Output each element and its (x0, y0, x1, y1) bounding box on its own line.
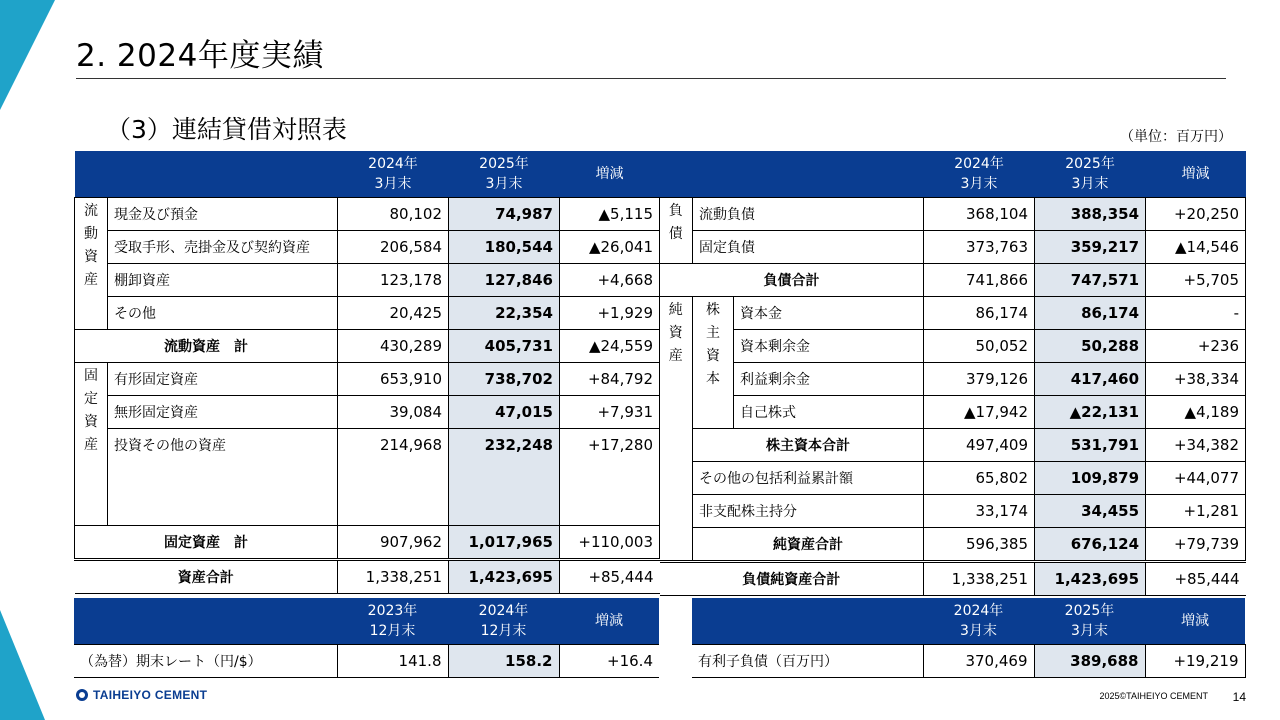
spacer-cell (449, 493, 560, 526)
current-assets-total-label: 流動資産 計 (75, 330, 338, 363)
fx-header-blank (74, 598, 337, 645)
curr-value: 22,354 (449, 297, 560, 330)
debt-table (692, 598, 1246, 678)
diff-value: +44,077 (1146, 462, 1246, 495)
curr-value: 74,987 (449, 198, 560, 231)
prev-value: 653,910 (338, 363, 449, 396)
prev-value: 1,338,251 (924, 562, 1035, 596)
fx-rate-table (74, 598, 659, 678)
copyright: 2025©TAIHEIYO CEMENT (1099, 691, 1208, 701)
prev-value: 206,584 (338, 231, 449, 264)
row-label: その他の包括利益累計額 (693, 462, 924, 495)
current-assets-group-label: 流 動 資 産 (75, 198, 108, 330)
title-divider (76, 78, 1226, 79)
diff-value: +85,444 (1146, 562, 1246, 596)
fx-prev-value: 141.8 (337, 645, 448, 678)
debt-col-curr-header: 2025年 3月末 (1034, 598, 1145, 645)
page-title: 2. 2024年度実績 (76, 38, 324, 74)
debt-row-label: 有利子負債（百万円） (692, 645, 923, 678)
diff-value: +110,003 (560, 526, 660, 560)
corner-decoration-bottom (0, 610, 45, 720)
fx-curr-value: 158.2 (448, 645, 559, 678)
net-assets-total-label: 純資産合計 (693, 528, 924, 562)
prev-value: ▲17,942 (924, 396, 1035, 429)
diff-value: +38,334 (1146, 363, 1246, 396)
fx-diff-value: +16.4 (559, 645, 659, 678)
curr-value: 1,423,695 (1035, 562, 1146, 596)
prev-value: 86,174 (924, 297, 1035, 330)
curr-value: 738,702 (449, 363, 560, 396)
row-label: 現金及び預金 (108, 198, 338, 231)
col-prev-header: 2024年 3月末 (338, 151, 449, 198)
row-label: 資本剰余金 (734, 330, 924, 363)
curr-value: 531,791 (1035, 429, 1146, 462)
prev-value: 39,084 (338, 396, 449, 429)
row-label: 利益剰余金 (734, 363, 924, 396)
curr-value: 1,017,965 (449, 526, 560, 560)
curr-value: 34,455 (1035, 495, 1146, 528)
diff-value: ▲4,189 (1146, 396, 1246, 429)
curr-value: 109,879 (1035, 462, 1146, 495)
fx-row-label: （為替）期末レート（円/$） (74, 645, 337, 678)
diff-value: ▲24,559 (560, 330, 660, 363)
assets-total-label: 資産合計 (75, 560, 338, 594)
logo-text: TAIHEIYO CEMENT (93, 688, 208, 702)
prev-value: 1,338,251 (338, 560, 449, 594)
diff-value: +20,250 (1146, 198, 1246, 231)
grand-total-label: 負債純資産合計 (660, 562, 924, 596)
prev-value: 123,178 (338, 264, 449, 297)
diff-value: ▲14,546 (1146, 231, 1246, 264)
curr-value: 359,217 (1035, 231, 1146, 264)
diff-value: +34,382 (1146, 429, 1246, 462)
row-label: 投資その他の資産 (108, 429, 338, 462)
curr-value: 50,288 (1035, 330, 1146, 363)
row-label: 無形固定資産 (108, 396, 338, 429)
row-label: その他 (108, 297, 338, 330)
prev-value: 368,104 (924, 198, 1035, 231)
liabilities-total-label: 負債合計 (660, 264, 924, 297)
col-curr-header: 2025年 3月末 (1035, 151, 1146, 198)
col-diff-header: 増減 (560, 151, 660, 198)
debt-prev-value: 370,469 (923, 645, 1034, 678)
logo-mark-icon (76, 689, 88, 701)
equity-total-label: 株主資本合計 (693, 429, 924, 462)
col-diff-header: 増減 (1146, 151, 1246, 198)
col-curr-header: 2025年 3月末 (449, 151, 560, 198)
fx-col-prev-header: 2023年 12月末 (337, 598, 448, 645)
diff-value: +5,705 (1146, 264, 1246, 297)
spacer-cell (338, 461, 449, 493)
diff-value: ▲5,115 (560, 198, 660, 231)
curr-value: 47,015 (449, 396, 560, 429)
debt-header-blank (692, 598, 923, 645)
diff-value: +17,280 (560, 429, 660, 462)
diff-value: +236 (1146, 330, 1246, 363)
curr-value: ▲22,131 (1035, 396, 1146, 429)
row-label: 受取手形、売掛金及び契約資産 (108, 231, 338, 264)
prev-value: 497,409 (924, 429, 1035, 462)
prev-value: 50,052 (924, 330, 1035, 363)
curr-value: 676,124 (1035, 528, 1146, 562)
diff-value: +79,739 (1146, 528, 1246, 562)
prev-value: 214,968 (338, 429, 449, 462)
fixed-assets-group-label: 固 定 資 産 (75, 363, 108, 526)
fx-col-curr-header: 2024年 12月末 (448, 598, 559, 645)
curr-value: 417,460 (1035, 363, 1146, 396)
curr-value: 127,846 (449, 264, 560, 297)
debt-curr-value: 389,688 (1034, 645, 1145, 678)
fx-col-diff-header: 増減 (559, 598, 659, 645)
spacer-cell (108, 493, 338, 526)
row-label: 固定負債 (693, 231, 924, 264)
prev-value: 379,126 (924, 363, 1035, 396)
diff-value: ▲26,041 (560, 231, 660, 264)
assets-table (74, 151, 660, 594)
fixed-assets-total-label: 固定資産 計 (75, 526, 338, 560)
corner-decoration-top (0, 0, 55, 110)
prev-value: 33,174 (924, 495, 1035, 528)
row-label: 棚卸資産 (108, 264, 338, 297)
liabilities-table (659, 151, 1246, 596)
liabilities-group-label: 負 債 (660, 198, 693, 264)
spacer-cell (449, 461, 560, 493)
net-assets-group-label: 純 資 産 (660, 297, 693, 562)
curr-value: 388,354 (1035, 198, 1146, 231)
spacer-cell (560, 493, 660, 526)
debt-col-prev-header: 2024年 3月末 (923, 598, 1034, 645)
prev-value: 907,962 (338, 526, 449, 560)
spacer-cell (560, 461, 660, 493)
prev-value: 80,102 (338, 198, 449, 231)
debt-diff-value: +19,219 (1145, 645, 1245, 678)
row-label: 流動負債 (693, 198, 924, 231)
row-label: 有形固定資産 (108, 363, 338, 396)
spacer-cell (338, 493, 449, 526)
assets-header-blank (75, 151, 338, 198)
curr-value: 1,423,695 (449, 560, 560, 594)
equity-group-label: 株 主 資 本 (693, 297, 734, 429)
curr-value: 180,544 (449, 231, 560, 264)
prev-value: 373,763 (924, 231, 1035, 264)
curr-value: 405,731 (449, 330, 560, 363)
diff-value: +1,281 (1146, 495, 1246, 528)
diff-value: +4,668 (560, 264, 660, 297)
col-prev-header: 2024年 3月末 (924, 151, 1035, 198)
curr-value: 747,571 (1035, 264, 1146, 297)
unit-label: （単位：百万円） (1120, 129, 1232, 145)
diff-value: +85,444 (560, 560, 660, 594)
prev-value: 596,385 (924, 528, 1035, 562)
prev-value: 741,866 (924, 264, 1035, 297)
diff-value: +7,931 (560, 396, 660, 429)
diff-value: +1,929 (560, 297, 660, 330)
prev-value: 20,425 (338, 297, 449, 330)
curr-value: 232,248 (449, 429, 560, 462)
row-label: 自己株式 (734, 396, 924, 429)
prev-value: 65,802 (924, 462, 1035, 495)
section-title: （3）連結貸借対照表 (106, 115, 347, 144)
debt-col-diff-header: 増減 (1145, 598, 1245, 645)
diff-value: - (1146, 297, 1246, 330)
spacer-cell (108, 461, 338, 493)
liab-header-blank (660, 151, 924, 198)
diff-value: +84,792 (560, 363, 660, 396)
company-logo (76, 688, 207, 702)
row-label: 非支配株主持分 (693, 495, 924, 528)
page-number: 14 (1232, 690, 1246, 704)
row-label: 資本金 (734, 297, 924, 330)
curr-value: 86,174 (1035, 297, 1146, 330)
prev-value: 430,289 (338, 330, 449, 363)
